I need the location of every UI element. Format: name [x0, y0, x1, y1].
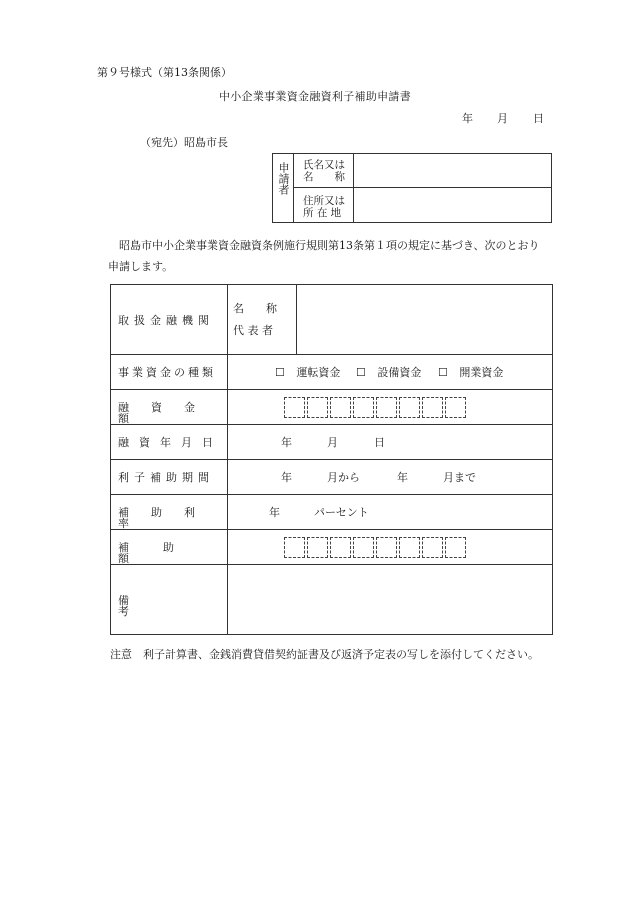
- subsidy-period-year-from: 年: [281, 471, 292, 484]
- date-day-label: 日: [533, 112, 544, 125]
- subsidy-rate-label: [118, 507, 226, 529]
- subsidy-rate-year: 年: [269, 506, 280, 519]
- date-year-label: 年: [462, 112, 473, 125]
- body-text-line2: 申請します。: [108, 260, 174, 273]
- subsidy-amount-digit-boxes[interactable]: [284, 537, 468, 558]
- digit-box[interactable]: [330, 537, 351, 558]
- body-text-line1: 昭島市中小企業事業資金融資条例施行規則第13条第１項の規定に基づき、次のとおり: [108, 239, 540, 252]
- loan-amount-digit-boxes[interactable]: [284, 397, 468, 418]
- loan-date-month: 月: [327, 436, 338, 449]
- digit-box[interactable]: [307, 397, 328, 418]
- institution-rep-label: 代 表 者: [233, 324, 273, 337]
- option-equipment-label: 設備資金: [377, 366, 422, 379]
- loan-amount-label-text: 融資金額: [118, 401, 217, 425]
- institution-label: [118, 315, 226, 326]
- applicant-label: 申請者: [277, 162, 290, 195]
- fund-type-label: [118, 367, 226, 378]
- digit-box[interactable]: [445, 537, 466, 558]
- subsidy-amount-label: [118, 542, 226, 564]
- digit-box[interactable]: [399, 537, 420, 558]
- checkbox-icon[interactable]: ☐: [356, 366, 366, 379]
- institution-name-label: 名 称: [233, 302, 277, 315]
- digit-box[interactable]: [353, 537, 374, 558]
- subsidy-period-month-from: 月から: [327, 471, 360, 484]
- subsidy-rate-label-text: 補助利率: [118, 506, 217, 530]
- application-table: [110, 284, 553, 635]
- addressee: （宛先）昭島市長: [140, 136, 228, 149]
- digit-box[interactable]: [445, 397, 466, 418]
- fund-type-label-text: 事業資金の種類: [118, 366, 216, 379]
- name-label-1: 氏名又は: [303, 159, 345, 171]
- applicant-box: [272, 153, 552, 223]
- digit-box[interactable]: [284, 537, 305, 558]
- address-label-2: 所 在 地: [303, 207, 342, 219]
- loan-date-label: [118, 437, 226, 448]
- subsidy-period-label-text: 利子補助期間: [118, 471, 214, 484]
- applicant-vertical-label: [274, 162, 292, 199]
- institution-label-text: 取扱金融機関: [118, 314, 214, 327]
- subsidy-rate-percent: パーセント: [314, 506, 369, 519]
- loan-date-year: 年: [281, 436, 292, 449]
- remarks-label: [118, 595, 226, 617]
- digit-box[interactable]: [376, 537, 397, 558]
- digit-box[interactable]: [353, 397, 374, 418]
- subsidy-period-month-to: 月まで: [443, 471, 476, 484]
- fund-type-option-operating[interactable]: [275, 367, 340, 378]
- loan-date-day: 日: [374, 436, 385, 449]
- loan-date-label-text: 融資年月日: [118, 436, 223, 449]
- form-number: 第９号様式（第13条関係）: [97, 66, 232, 79]
- remarks-label-text: 備考: [118, 594, 207, 618]
- option-startup-label: 開業資金: [459, 366, 504, 379]
- digit-box[interactable]: [307, 537, 328, 558]
- digit-box[interactable]: [399, 397, 420, 418]
- subsidy-period-year-to: 年: [397, 471, 408, 484]
- subsidy-amount-label-text: 補助額: [118, 541, 208, 565]
- digit-box[interactable]: [376, 397, 397, 418]
- option-operating-label: 運転資金: [296, 366, 341, 379]
- date-month-label: 月: [497, 112, 508, 125]
- checkbox-icon[interactable]: ☐: [438, 366, 448, 379]
- checkbox-icon[interactable]: ☐: [275, 366, 285, 379]
- subsidy-period-label: [118, 472, 226, 483]
- form-title: 中小企業事業資金融資利子補助申請書: [218, 90, 412, 103]
- digit-box[interactable]: [284, 397, 305, 418]
- fund-type-option-equipment[interactable]: [356, 367, 421, 378]
- fund-type-option-startup[interactable]: [438, 367, 503, 378]
- loan-amount-label: [118, 402, 226, 424]
- address-label-1: 住所又は: [303, 195, 345, 207]
- digit-box[interactable]: [422, 537, 443, 558]
- digit-box[interactable]: [330, 397, 351, 418]
- note-text: 注意 利子計算書、金銭消費貸借契約証書及び返済予定表の写しを添付してください。: [110, 648, 539, 661]
- name-label-2: 名 称: [303, 171, 345, 183]
- digit-box[interactable]: [422, 397, 443, 418]
